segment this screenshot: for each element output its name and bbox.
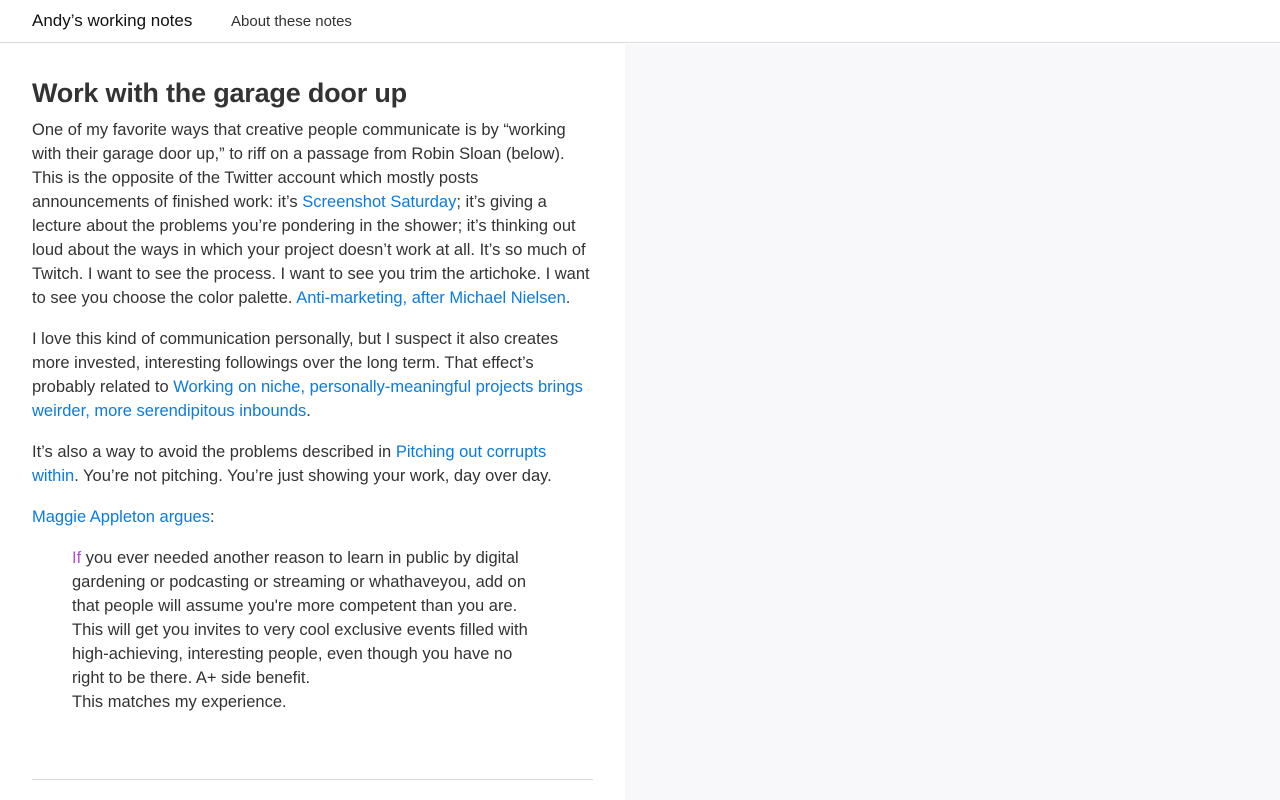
top-navigation-bar xyxy=(0,0,1280,43)
content-divider xyxy=(32,779,593,780)
quote-line-6: right to be there. A+ side benefit. xyxy=(72,669,311,687)
note-paragraph-2 xyxy=(32,327,593,423)
quote-line-4: This will get you invites to very cool exclusive events filled with xyxy=(72,621,528,639)
quote-highlighted-word: If xyxy=(72,549,82,567)
site-title-link[interactable]: Andy’s working notes xyxy=(32,11,193,30)
note-column xyxy=(0,44,625,800)
link-pitching-out[interactable]: Pitching out corrupts within xyxy=(32,443,547,485)
quote-text: you ever needed another reason to learn in public by digital xyxy=(81,549,519,567)
about-notes-link[interactable]: About these notes xyxy=(231,13,352,30)
paragraph-text: One of my favorite ways that creative people communicate is by “working with their garage door up,” to riff on a passage from Robin Sloan (below). This is the opposite of the Twitter account which mostly posts announcements of finished work: it’s xyxy=(32,121,566,211)
paragraph-text: It’s also a way to avoid the problems described in xyxy=(32,443,396,461)
quote-block xyxy=(72,546,552,714)
note-paragraph-1 xyxy=(32,118,593,310)
quote-line-5: high-achieving, interesting people, even though you have no xyxy=(72,645,513,663)
paragraph-text: . xyxy=(565,289,571,307)
quote-line-7: This matches my experience. xyxy=(72,693,287,711)
quote-line-2: gardening or podcasting or streaming or whathaveyou, add on xyxy=(72,573,527,591)
note-title: Work with the garage door up xyxy=(32,78,407,108)
note-paragraph-4 xyxy=(32,505,593,529)
link-screenshot-saturday[interactable]: Screenshot Saturday xyxy=(302,193,457,211)
note-content xyxy=(32,44,593,714)
empty-stacked-note-panel xyxy=(625,44,1280,800)
quote-line-3: that people will assume you're more competent than you are. xyxy=(72,597,518,615)
note-paragraph-3 xyxy=(32,440,593,488)
paragraph-text: . You’re not pitching. You’re just showing your work, day over day. xyxy=(74,467,552,485)
link-niche-projects[interactable]: Working on niche, personally-meaningful projects brings weirder, more serendipitous inbounds xyxy=(32,378,583,420)
quote-line-1 xyxy=(72,546,552,570)
paragraph-text: : xyxy=(209,508,215,526)
link-anti-marketing[interactable]: Anti-marketing, after Michael Nielsen xyxy=(296,289,566,307)
paragraph-text: . xyxy=(306,402,311,420)
paragraph-text: I love this kind of communication personally, but I suspect it also creates more invested, interesting followings over the long term. That effect’s probably related to xyxy=(32,330,559,396)
link-maggie-appleton[interactable]: Maggie Appleton argues xyxy=(32,508,210,526)
paragraph-text: ; it’s giving a lecture about the problems you’re pondering in the shower; it’s thinking out loud about the ways in which your project doesn’t work at all. It’s so much of Twitch. I want to see the process. I want to see you trim the artichoke. I want to see you choose the color palette. xyxy=(32,193,590,307)
